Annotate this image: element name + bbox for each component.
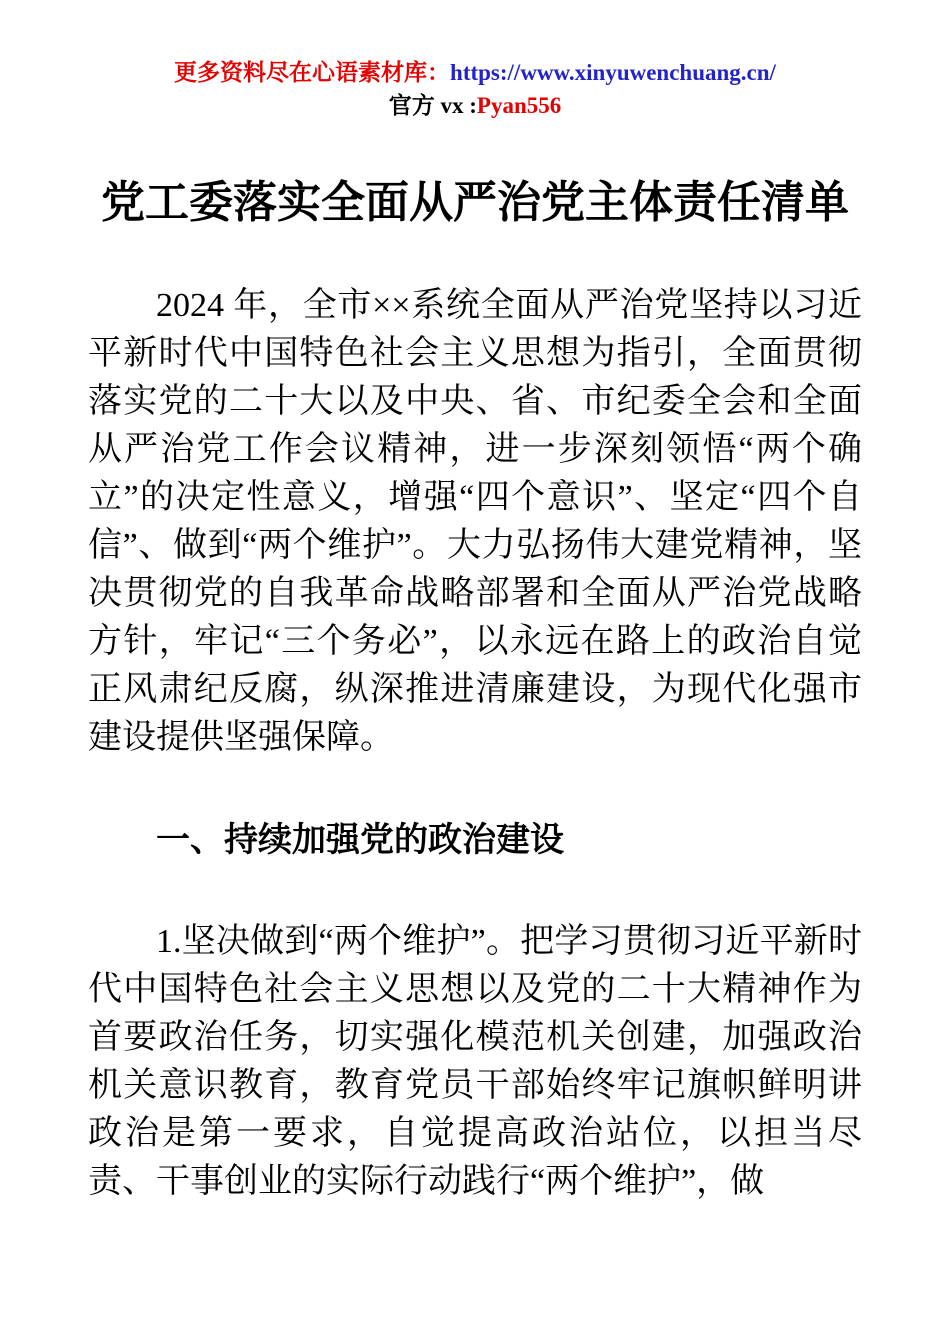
document-title: 党工委落实全面从严治党主体责任清单 <box>101 178 849 227</box>
section-heading-1: 一、持续加强党的政治建设 <box>156 821 564 859</box>
wechat-id: Pyan556 <box>476 93 562 118</box>
paragraph-section1-item1: 1.坚决做到“两个维护”。把学习贯彻习近平新时代中国特色社会主义思想以及党的二十大精神作为首要政治任务，切实强化模范机关创建，加强政治机关意识教育，教育党员干部始终牢记旗帜鲜明讲政治是第一要求，自觉提高政治站位，以担当尽责、干事创业的实际行动践行“两个维护”，做 <box>88 923 862 1200</box>
document-body <box>88 282 862 1206</box>
promo-line-2 <box>0 89 950 122</box>
promo-header <box>0 0 950 122</box>
paragraph-intro: 2024 年，全市××系统全面从严治党坚持以习近平新时代中国特色社会主义思想为指引，全面贯彻落实党的二十大以及中央、省、市纪委全会和全面从严治党工作会议精神，进一步深刻领悟“两个确立”的决定性意义，增强“四个意识”、坚定“四个自信”、做到“两个维护”。大力弘扬伟大建党精神，坚决贯彻党的自我革命战略部署和全面从严治党战略方针，牢记“三个务必”，以永远在路上的政治自觉正风肃纪反腐，纵深推进清廉建设，为现代化强市建设提供坚强保障。 <box>88 287 862 756</box>
promo-line-1 <box>0 56 950 89</box>
promo-url-link[interactable]: https://www.xinyuwenchuang.cn/ <box>450 60 776 85</box>
promo-source-label: 更多资料尽在心语素材库： <box>174 60 451 85</box>
wechat-label: 官方 vx : <box>388 93 477 118</box>
